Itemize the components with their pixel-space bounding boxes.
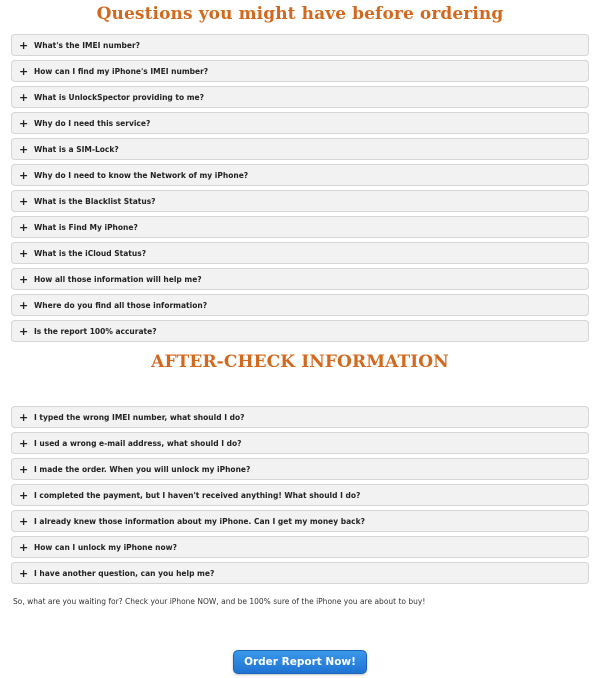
plus-icon: + — [19, 116, 29, 130]
faq-item[interactable] — [11, 294, 589, 316]
faq-question: How can I unlock my iPhone now? — [34, 542, 177, 552]
faq-question: How all those information will help me? — [34, 274, 202, 284]
faq-item[interactable] — [11, 406, 589, 428]
faq-question: I completed the payment, but I haven't received anything! What should I do? — [34, 490, 361, 500]
faq-item[interactable] — [11, 138, 589, 160]
faq-question: Why do I need this service? — [34, 118, 151, 128]
faq-question: What is the Blacklist Status? — [34, 196, 156, 206]
plus-icon: + — [19, 90, 29, 104]
faq-item[interactable] — [11, 242, 589, 264]
faq-question: I made the order. When you will unlock my iPhone? — [34, 464, 251, 474]
faq-question: What is UnlockSpector providing to me? — [34, 92, 204, 102]
plus-icon: + — [19, 566, 29, 580]
faq-question: What is Find My iPhone? — [34, 222, 138, 232]
faq-list — [11, 34, 589, 346]
plus-icon: + — [19, 462, 29, 476]
plus-icon: + — [19, 298, 29, 312]
faq-item[interactable] — [11, 190, 589, 212]
plus-icon: + — [19, 142, 29, 156]
faq-item[interactable] — [11, 562, 589, 584]
call-to-action-text: So, what are you waiting for? Check your iPhone NOW, and be 100% sure of the iPhone you are about to buy! — [13, 597, 426, 606]
plus-icon: + — [19, 220, 29, 234]
plus-icon: + — [19, 410, 29, 424]
faq-item[interactable] — [11, 34, 589, 56]
faq-question: I have another question, can you help me? — [34, 568, 215, 578]
faq-item[interactable] — [11, 112, 589, 134]
plus-icon: + — [19, 488, 29, 502]
faq-question: Is the report 100% accurate? — [34, 326, 157, 336]
plus-icon: + — [19, 272, 29, 286]
faq-item[interactable] — [11, 164, 589, 186]
plus-icon: + — [19, 246, 29, 260]
faq-item[interactable] — [11, 536, 589, 558]
faq-item[interactable] — [11, 510, 589, 532]
faq-question: I already knew those information about my iPhone. Can I get my money back? — [34, 516, 365, 526]
plus-icon: + — [19, 168, 29, 182]
plus-icon: + — [19, 540, 29, 554]
after-check-title: AFTER-CHECK INFORMATION — [151, 352, 449, 372]
faq-question: What's the IMEI number? — [34, 40, 141, 50]
plus-icon: + — [19, 436, 29, 450]
faq-item[interactable] — [11, 86, 589, 108]
plus-icon: + — [19, 64, 29, 78]
faq-item[interactable] — [11, 268, 589, 290]
plus-icon: + — [19, 514, 29, 528]
faq-item[interactable] — [11, 216, 589, 238]
after-check-list — [11, 406, 589, 588]
faq-question: I typed the wrong IMEI number, what should I do? — [34, 412, 245, 422]
plus-icon: + — [19, 324, 29, 338]
faq-question: Why do I need to know the Network of my iPhone? — [34, 170, 249, 180]
faq-item[interactable] — [11, 484, 589, 506]
faq-question: What is a SIM-Lock? — [34, 144, 119, 154]
plus-icon: + — [19, 38, 29, 52]
faq-item[interactable] — [11, 458, 589, 480]
faq-title: Questions you might have before ordering — [96, 4, 504, 24]
order-report-button[interactable]: Order Report Now! — [233, 650, 367, 674]
faq-question: Where do you find all those information? — [34, 300, 208, 310]
faq-item[interactable] — [11, 320, 589, 342]
faq-question: What is the iCloud Status? — [34, 248, 147, 258]
faq-item[interactable] — [11, 432, 589, 454]
faq-question: I used a wrong e-mail address, what should I do? — [34, 438, 242, 448]
faq-question: How can I find my iPhone's IMEI number? — [34, 66, 209, 76]
plus-icon: + — [19, 194, 29, 208]
faq-item[interactable] — [11, 60, 589, 82]
